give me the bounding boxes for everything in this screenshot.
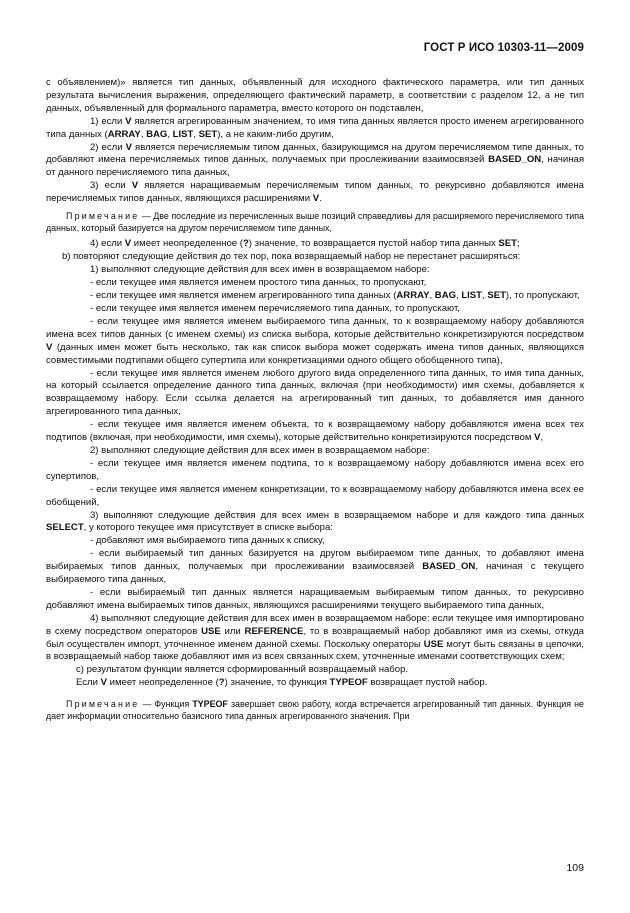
list-item: - если текущее имя является именем любого другого вида определенного типа данных, то имя типа данных, на который ссылается определение данного типа данных, включая (при необходимости) имя схемы, добавляется к возвращаемому набору. Если ссылка делается на агрегированный тип данных, то добавляется имя данного агрегированного типа данных, [46, 367, 584, 418]
paragraph: с объявлением)» является тип данных, объявленный для исходного фактического параметра, или тип данных результата вычисления выражения, определяющего фактический параметр, в соответствии с разделом 12, а не тип данных, объявленный для формального параметра, вместо которого он подставлен, [46, 77, 584, 114]
list-item: 2) если V является перечисляемым типом данных, базирующимся на другом перечисляемом типе данных, то добавляют имена перечисляемых типов данных, получаемых при прослеживании взаимосвязей BASED_ON, начиная от данного перечисляемого типа данных, [46, 141, 584, 179]
list-item: - если текущее имя является именем агрегированного типа данных (ARRAY, BAG, LIST, SET), то пропускают, [90, 290, 580, 302]
note: Примечание — Две последние из перечисленных выше позиций справедливы для расширяемого перечисляемого типа данных, который базируется на другом перечисляемом типе данных, [46, 211, 584, 234]
list-item: 4) выполняют следующие действия для всех имен в возвращаемом наборе: если текущее имя импортировано в схему посредством операторов USE или REFERENCE, то в возвращаемый набор добавляют имя из схемы, откуда был осуществлен импорт, уточненное именем данной схемы. Поскольку операторы USE могут быть связаны в цепочки, в возвращаемый набор также добавляют имя из всех связанных схем, уточненные именами соответствующих схем; [46, 612, 584, 663]
list-item: c) результатом функции является сформированный возвращаемый набор. [76, 664, 409, 676]
list-item: - если текущее имя является именем выбираемого типа данных, то к возвращаемому набору добавляются имена всех типов данных (с именем схемы) из списка выбора, которые действительно конкретизируются посредством V (данных имен может быть несколько, так как список выбора может содержать имена типов данных, являющихся совместимыми подтипами общего супертипа или конкретизациями одного общего обобщенного типа), [46, 315, 584, 366]
note: Примечание — Функция TYPEOF завершает свою работу, когда встречается агрегированный тип данных. Функция не дает информации относительно базисного типа данных агрегированного значения. При [46, 699, 584, 722]
list-item: 3) если V является наращиваемым перечисляемым типом данных, то рекурсивно добавляются имена перечисляемых типов данных, являющихся расширениями V. [46, 180, 584, 205]
list-item: 4) если V имеет неопределенное (?) значение, то возвращается пустой набор типа данных SET; [90, 238, 520, 250]
list-item: - если текущее имя является именем конкретизации, то к возвращаемому набору добавляются имена всех ее обобщений, [46, 483, 584, 508]
note-label: Примечание [66, 211, 140, 222]
list-item: - если текущее имя является именем подтипа, то к возвращаемому набору добавляются имена всех его супертипов, [46, 457, 584, 482]
list-item: 3) выполняют следующие действия для всех имен в возвращаемом наборе и для каждого типа данных SELECT, у которого текущее имя присутствует в списке выбора: [46, 509, 584, 534]
list-item: - если текущее имя является именем объекта, то к возвращаемому набору добавляются имена всех тех подтипов (включая, при необходимости, имя схемы), которые действительно конкретизируются посредством V, [46, 419, 584, 444]
list-item: 1) если V является агрегированным значением, то имя типа данных является просто именем агрегированного типа данных (ARRAY, BAG, LIST, SET), а не каким-либо другим, [46, 115, 584, 140]
list-item: - если выбираемый тип данных базируется на другом выбираемом типе данных, то добавляют имена выбираемых типов данных, получаемых при прослеживании взаимосвязей BASED_ON, начиная с текущего выбираемого типа данных, [46, 548, 584, 586]
paragraph: Если V имеет неопределенное (?) значение, то функция TYPEOF возвращает пустой набор. [76, 677, 488, 689]
list-item: - добавляют имя выбираемого типа данных к списку, [90, 535, 325, 547]
document-body [46, 77, 584, 723]
list-item: - если текущее имя является именем перечисляемого типа данных, то пропускают, [90, 303, 460, 314]
page-number: 109 [566, 862, 584, 874]
list-item: b) повторяют следующие действия до тех пор, пока возвращаемый набор не перестанет расширяться: [62, 251, 521, 263]
list-item: 2) выполняют следующие действия для всех имен в возвращаемом наборе: [90, 444, 430, 456]
note-label: Примечание [66, 699, 140, 710]
document-header: ГОСТ Р ИСО 10303-11—2009 [423, 42, 584, 54]
list-item: - если выбираемый тип данных является наращиваемым выбираемым типом данных, то рекурсивно добавляют имена выбираемых типов данных, являющихся расширениями текущего выбираемого типа данных, [46, 586, 584, 611]
list-item: 1) выполняют следующие действия для всех имен в возвращаемом наборе: [90, 264, 430, 276]
list-item: - если текущее имя является именем простого типа данных, то пропускают, [90, 277, 427, 289]
